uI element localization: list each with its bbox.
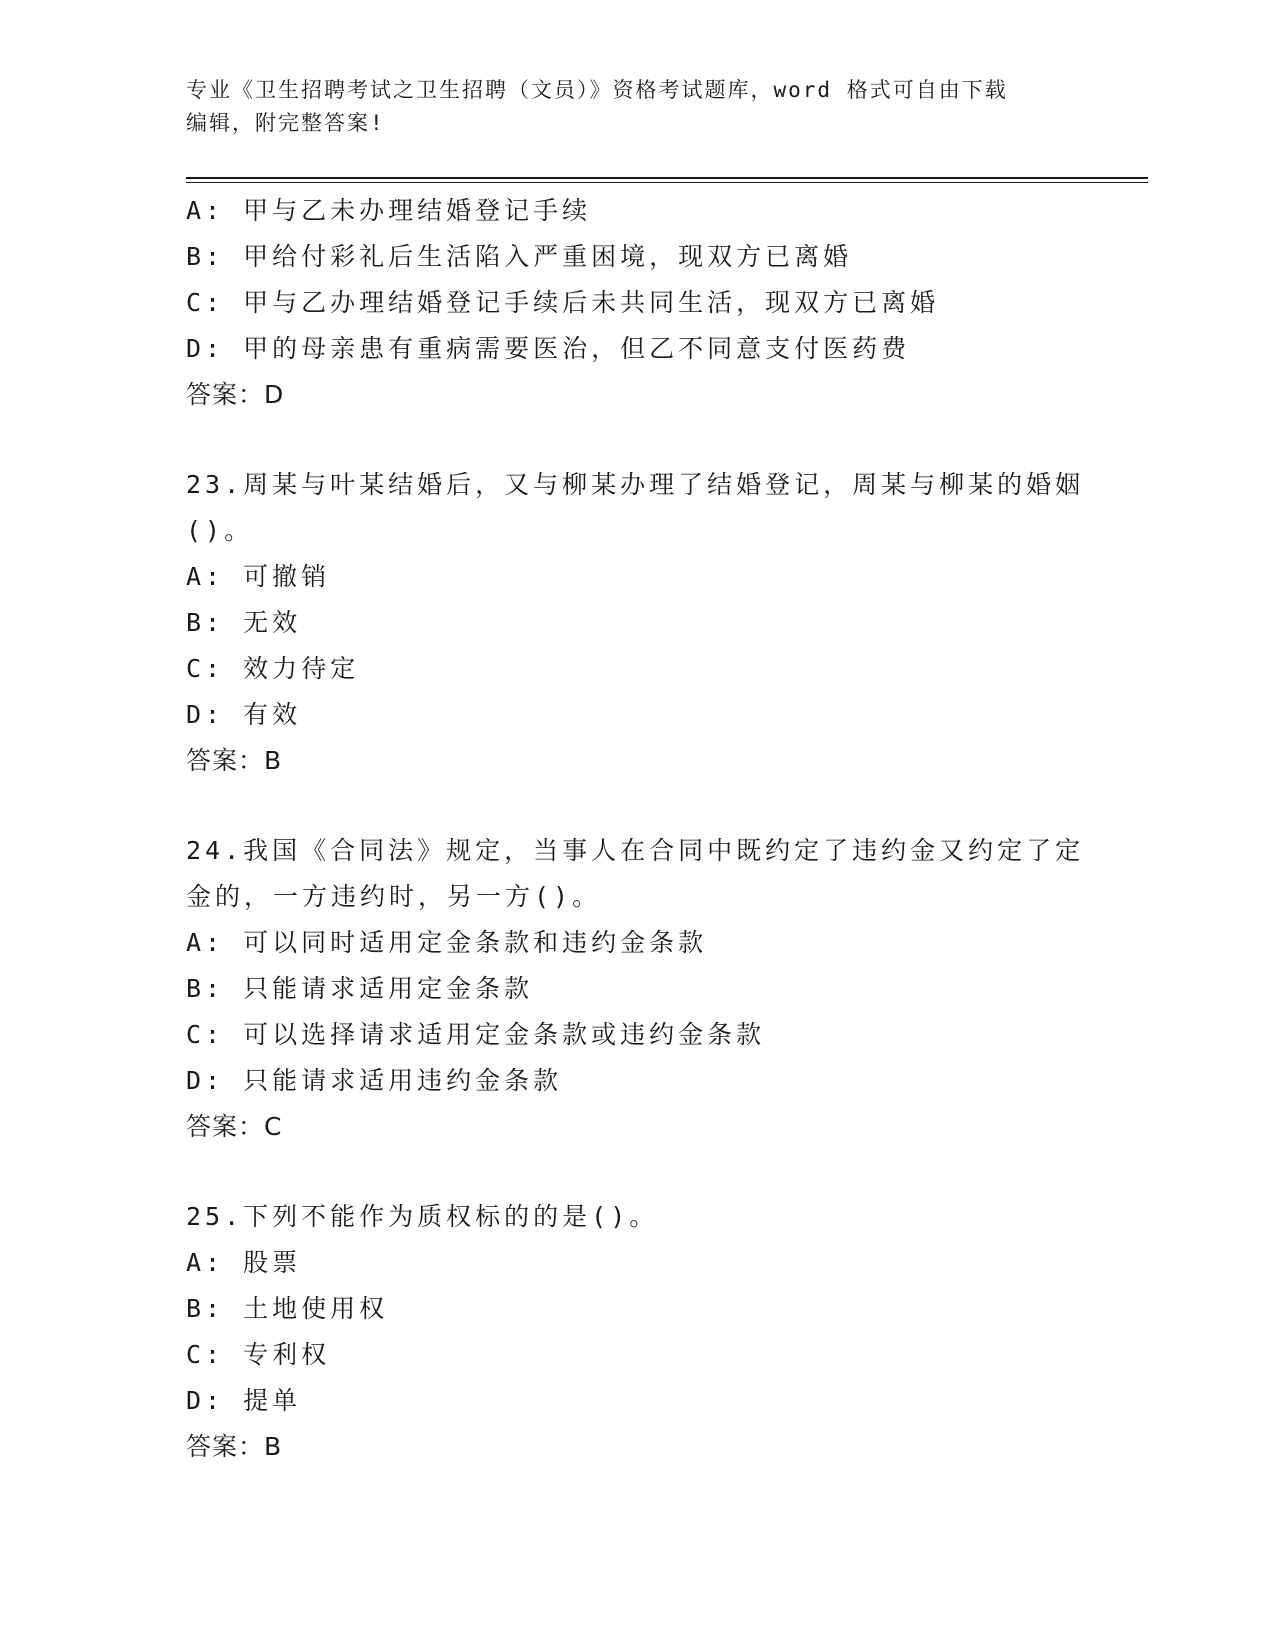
header-rule-thin <box>186 182 1148 183</box>
option-c: C: 甲与乙办理结婚登记手续后未共同生活，现双方已离婚 <box>186 288 940 317</box>
option-b: B: 甲给付彩礼后生活陷入严重困境，现双方已离婚 <box>186 242 853 271</box>
question-text-cont: 金的，一方违约时，另一方()。 <box>186 882 602 911</box>
question-text-cont: ()。 <box>186 516 254 545</box>
option-d: D: 提单 <box>186 1386 302 1415</box>
option-a: A: 股票 <box>186 1248 302 1277</box>
question-text: 23.周某与叶某结婚后，又与柳某办理了结婚登记，周某与柳某的婚姻 <box>186 470 1085 499</box>
option-b: B: 只能请求适用定金条款 <box>186 974 534 1003</box>
option-d: D: 有效 <box>186 700 302 729</box>
question-25 <box>186 1194 1086 1470</box>
option-a: A: 可撤销 <box>186 562 331 591</box>
answer: 答案：B <box>186 746 283 775</box>
header-rule-thick <box>186 177 1148 179</box>
question-22 <box>186 188 1086 418</box>
option-b: B: 土地使用权 <box>186 1294 389 1323</box>
option-c: C: 可以选择请求适用定金条款或违约金条款 <box>186 1020 766 1049</box>
question-text: 25.下列不能作为质权标的的是()。 <box>186 1202 659 1231</box>
answer: 答案：C <box>186 1112 283 1141</box>
question-24 <box>186 828 1086 1150</box>
question-23 <box>186 462 1086 784</box>
option-d: D: 甲的母亲患有重病需要医治，但乙不同意支付医药费 <box>186 334 911 363</box>
option-d: D: 只能请求适用违约金条款 <box>186 1066 563 1095</box>
answer: 答案：D <box>186 380 285 409</box>
option-a: A: 甲与乙未办理结婚登记手续 <box>186 196 592 225</box>
option-b: B: 无效 <box>186 608 302 637</box>
document-header <box>186 74 1086 140</box>
option-c: C: 专利权 <box>186 1340 331 1369</box>
question-text: 24.我国《合同法》规定，当事人在合同中既约定了违约金又约定了定 <box>186 836 1085 865</box>
option-a: A: 可以同时适用定金条款和违约金条款 <box>186 928 708 957</box>
header-line-2: 编辑，附完整答案! <box>186 111 385 135</box>
question-list <box>186 188 1086 1470</box>
header-line-1: 专业《卫生招聘考试之卫生招聘（文员）》资格考试题库，word 格式可自由下载 <box>186 78 1008 102</box>
option-c: C: 效力待定 <box>186 654 360 683</box>
answer: 答案：B <box>186 1432 283 1461</box>
